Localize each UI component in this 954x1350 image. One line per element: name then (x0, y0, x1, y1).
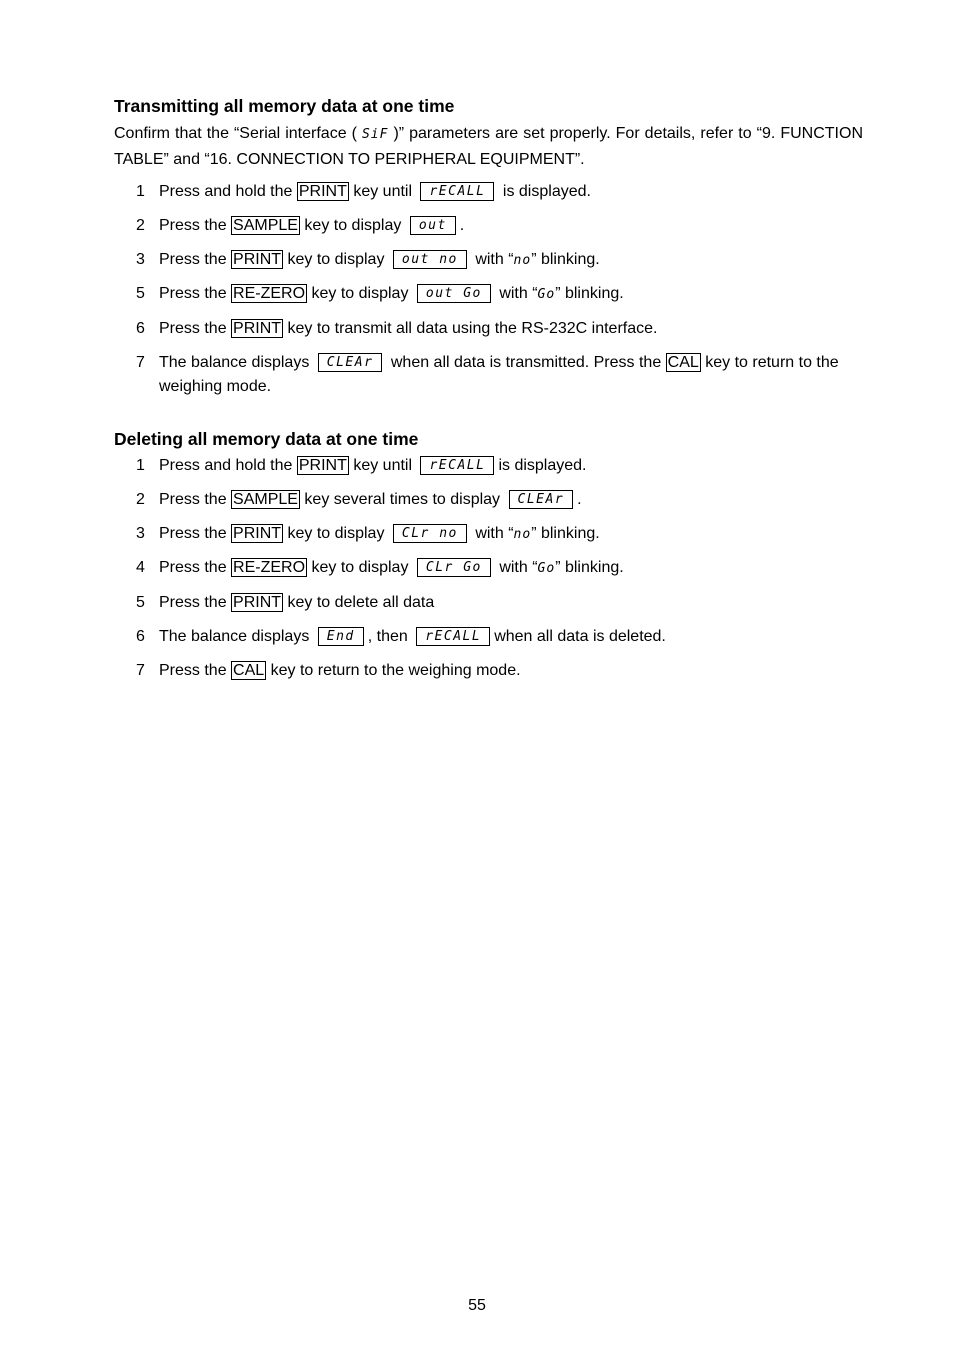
step-number: 1 (136, 183, 145, 200)
step-number: 6 (136, 320, 145, 338)
step-text: with “ (499, 285, 538, 303)
step-text: Press the (159, 216, 227, 234)
go-segment: Go (537, 561, 556, 577)
recall-display: rECALL (420, 182, 494, 201)
transmit-step-5 (114, 282, 863, 307)
clear-display: CLEAr (318, 353, 383, 372)
no-segment: no (513, 252, 532, 268)
transmit-step-2 (114, 214, 863, 238)
step-text: The balance displays (159, 627, 310, 645)
step-text: . (577, 490, 582, 508)
sif-display-code: SiF (361, 127, 389, 142)
step-text: key to delete all data (287, 594, 435, 612)
step-text: Press the (159, 594, 227, 612)
transmit-intro (114, 121, 863, 172)
step-text: Press the (159, 285, 227, 303)
step-text: key to display (311, 559, 409, 577)
page-number: 55 (468, 1297, 486, 1314)
intro-text-1: Confirm that the “Serial interface ( (114, 125, 357, 142)
step-number: 2 (136, 216, 145, 234)
step-text: ” blinking. (555, 559, 624, 577)
delete-step-2 (114, 488, 863, 512)
step-text: key several times to display (304, 490, 501, 508)
step-text: when all data is transmitted. Press the (390, 353, 662, 371)
step-text: Press the (159, 490, 227, 508)
print-key: PRINT (233, 250, 282, 268)
print-key: PRINT (233, 524, 282, 542)
step-text: when all data is deleted. (494, 627, 666, 645)
step-text: key to display (287, 524, 385, 542)
delete-step-3 (114, 522, 863, 547)
step-number: 7 (136, 353, 145, 371)
step-text: is displayed. (498, 457, 587, 474)
step-text: ” blinking. (531, 250, 600, 268)
step-text: key to transmit all data using the RS-232C interface. (287, 320, 658, 338)
delete-step-5 (114, 591, 863, 615)
step-text: Press the (159, 524, 227, 542)
delete-heading: Deleting all memory data at one time (114, 429, 419, 449)
step-number: 6 (136, 627, 145, 645)
step-text: Press the (159, 661, 227, 679)
step-text: is displayed. (502, 183, 591, 200)
step-text: key to display (287, 250, 385, 268)
step-text: key until (353, 183, 413, 200)
step-number: 3 (136, 524, 145, 542)
step-text: key to display (304, 216, 402, 234)
transmit-section (114, 95, 863, 409)
step-text: Press the (159, 250, 227, 268)
delete-step-1 (114, 454, 863, 478)
step-text: Press the (159, 559, 227, 577)
end-display: End (318, 627, 364, 646)
cal-key: CAL (233, 661, 265, 679)
step-number: 2 (136, 490, 145, 508)
out-no-display: out no (393, 250, 467, 269)
print-key: PRINT (233, 594, 282, 612)
transmit-step-6 (114, 317, 863, 341)
step-text: key until (353, 457, 413, 474)
step-number: 4 (136, 559, 145, 577)
recall-display: rECALL (416, 627, 490, 646)
step-number: 1 (136, 457, 145, 474)
intro-text-2: )” parameters are set properly. For details, refer to “9. FUNCTION TABLE” and “16. CONNECTION TO PERIPHERAL EQUIPMENT”. (114, 125, 863, 168)
clr-no-display: CLr no (393, 524, 467, 543)
print-key: PRINT (233, 320, 282, 338)
re-zero-key: RE-ZERO (233, 559, 306, 577)
transmit-heading: Transmitting all memory data at one time (114, 96, 455, 116)
step-text: with “ (499, 559, 538, 577)
step-text: Press the (159, 320, 227, 338)
step-text: ” blinking. (531, 524, 600, 542)
transmit-step-3 (114, 248, 863, 273)
step-text: with “ (475, 524, 514, 542)
step-text: Press and hold the (159, 457, 293, 474)
recall-display: rECALL (420, 456, 494, 475)
step-text: Press and hold the (159, 183, 293, 200)
go-segment: Go (537, 287, 556, 303)
delete-section (114, 428, 863, 693)
step-number: 3 (136, 250, 145, 268)
print-key: PRINT (298, 183, 347, 200)
out-go-display: out Go (417, 284, 491, 303)
delete-step-6 (114, 625, 863, 649)
re-zero-key: RE-ZERO (233, 285, 306, 303)
step-number: 5 (136, 285, 145, 303)
no-segment: no (513, 526, 532, 542)
transmit-step-1 (114, 180, 863, 204)
step-text: key to return to the weighing mode. (270, 661, 521, 679)
delete-step-4 (114, 556, 863, 581)
clr-go-display: CLr Go (417, 558, 491, 577)
step-text: The balance displays (159, 353, 310, 371)
delete-step-7 (114, 659, 863, 683)
step-text: with “ (475, 250, 514, 268)
delete-steps (114, 454, 863, 683)
out-display: out (410, 216, 456, 235)
step-text: key to display (311, 285, 409, 303)
step-number: 7 (136, 661, 145, 679)
step-text: key to return to the weighing mode. (159, 353, 839, 395)
transmit-step-7 (114, 351, 863, 399)
step-number: 5 (136, 594, 145, 612)
cal-key: CAL (667, 353, 699, 371)
sample-key: SAMPLE (233, 490, 298, 508)
transmit-steps (114, 180, 863, 399)
print-key: PRINT (298, 457, 347, 474)
clear-display: CLEAr (509, 490, 574, 509)
step-text: , then (367, 627, 408, 645)
sample-key: SAMPLE (233, 216, 298, 234)
step-text: ” blinking. (555, 285, 624, 303)
step-text: . (459, 216, 465, 234)
